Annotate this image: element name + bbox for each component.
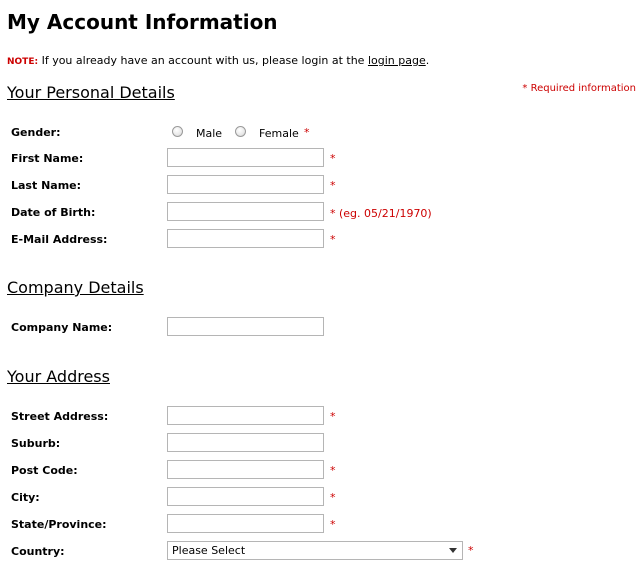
state-province-input[interactable] <box>167 514 324 533</box>
gender-female-label: Female <box>259 127 299 140</box>
page-title: My Account Information <box>7 10 278 34</box>
note-label: NOTE: <box>7 57 39 67</box>
email-input[interactable] <box>167 229 324 248</box>
required-star: * <box>330 233 336 246</box>
first-name-label: First Name: <box>11 152 84 165</box>
section-your-address: Your Address <box>7 367 110 386</box>
login-page-link[interactable]: login page <box>367 54 426 67</box>
section-personal-details: Your Personal Details <box>7 83 175 102</box>
required-star: * <box>330 464 336 477</box>
street-address-input[interactable] <box>167 406 324 425</box>
required-star: * <box>330 179 336 192</box>
country-select[interactable] <box>167 541 463 560</box>
gender-male-label: Male <box>196 127 223 140</box>
state-province-label: State/Province: <box>11 518 107 531</box>
note-end: . <box>425 54 430 67</box>
note-text: If you already have an account with us, please login at the <box>38 54 368 67</box>
country-selected-value: Please Select <box>172 544 246 557</box>
company-name-input[interactable] <box>167 317 324 336</box>
login-note <box>7 54 429 67</box>
gender-male-radio[interactable] <box>172 126 183 137</box>
company-name-label: Company Name: <box>11 321 113 334</box>
city-input[interactable] <box>167 487 324 506</box>
country-label: Country: <box>11 545 65 558</box>
email-label: E-Mail Address: <box>11 233 108 246</box>
chevron-down-icon <box>449 548 457 553</box>
required-star: * <box>330 152 336 165</box>
last-name-input[interactable] <box>167 175 324 194</box>
gender-female-radio[interactable] <box>235 126 246 137</box>
city-label: City: <box>11 491 40 504</box>
post-code-label: Post Code: <box>11 464 78 477</box>
suburb-input[interactable] <box>167 433 324 452</box>
dob-label: Date of Birth: <box>11 206 96 219</box>
street-address-label: Street Address: <box>11 410 109 423</box>
required-star: * <box>330 491 336 504</box>
dob-hint: (eg. 05/21/1970) <box>339 207 432 220</box>
required-star: * <box>468 544 474 557</box>
section-company-details: Company Details <box>7 278 144 297</box>
gender-label: Gender: <box>11 126 61 139</box>
required-information-note: * Required information <box>522 83 636 94</box>
dob-input[interactable] <box>167 202 324 221</box>
last-name-label: Last Name: <box>11 179 82 192</box>
required-star: * <box>330 518 336 531</box>
dob-required <box>330 207 432 220</box>
first-name-input[interactable] <box>167 148 324 167</box>
required-star: * <box>304 126 310 139</box>
suburb-label: Suburb: <box>11 437 61 450</box>
required-star: * <box>330 207 336 220</box>
required-star: * <box>330 410 336 423</box>
post-code-input[interactable] <box>167 460 324 479</box>
